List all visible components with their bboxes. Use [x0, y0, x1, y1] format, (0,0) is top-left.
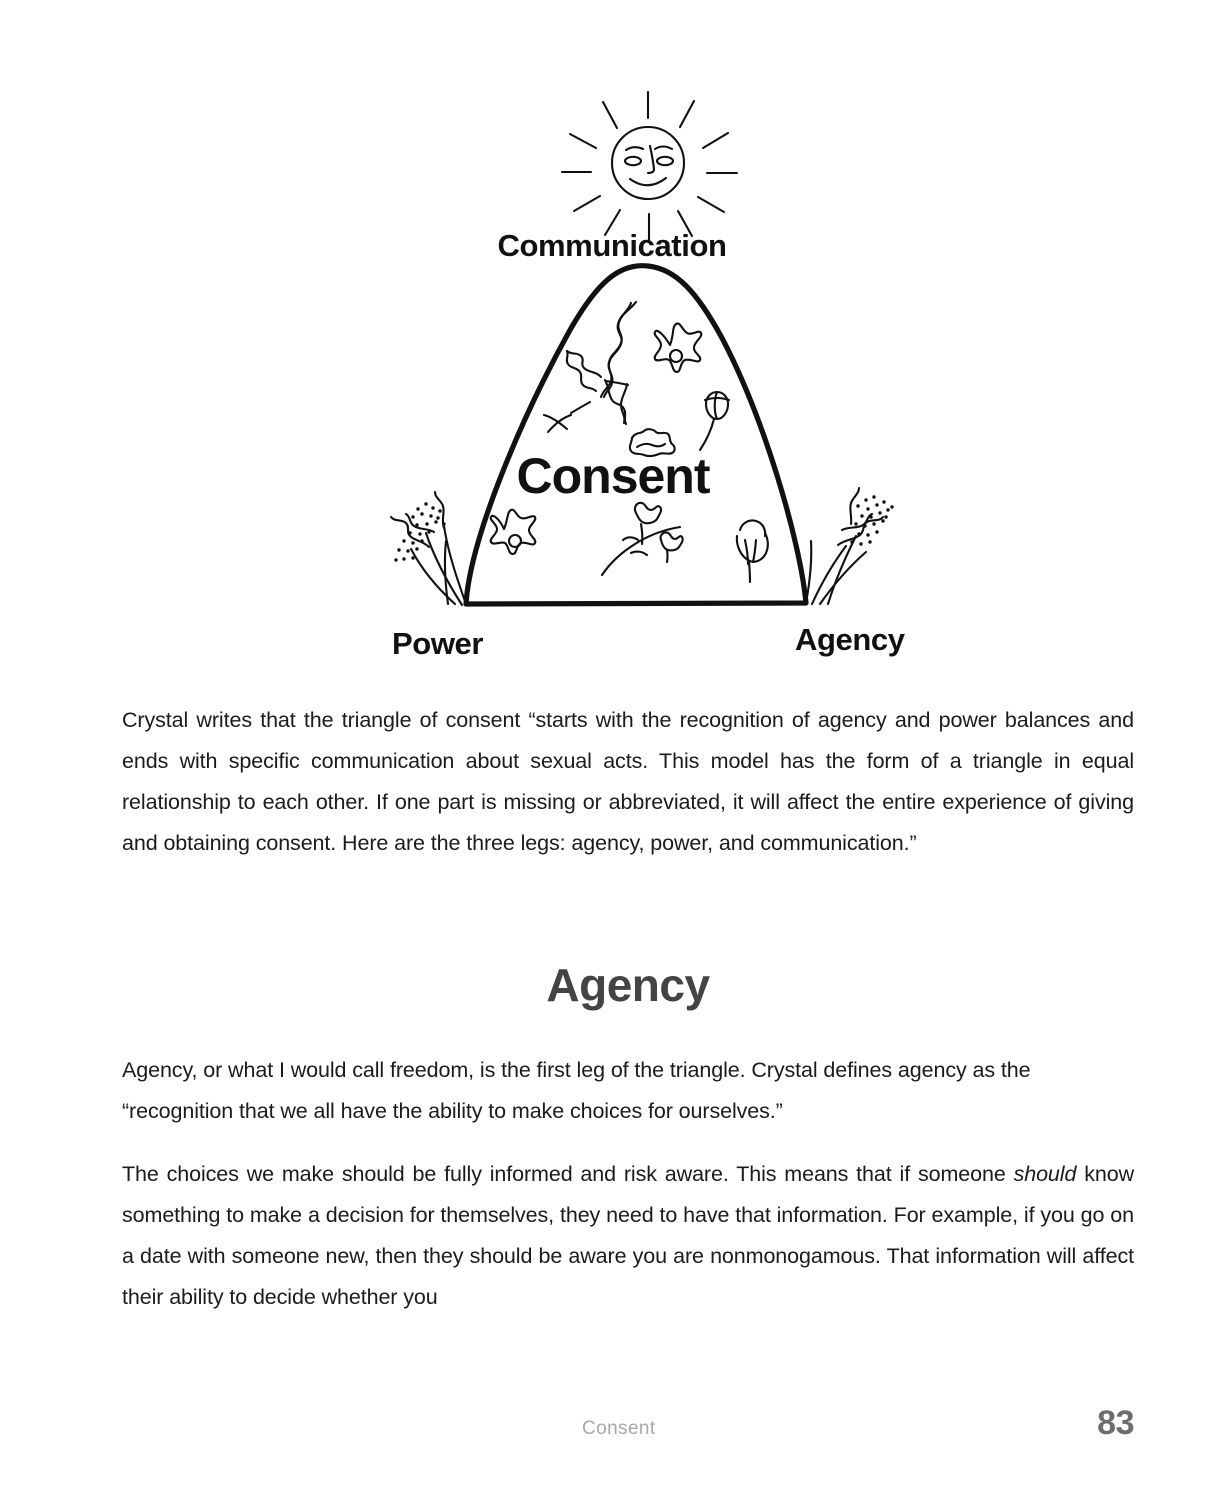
section-heading-agency: Agency [546, 959, 710, 1011]
paragraph-3-text-part-2: know something to make a decision for themselves, they need to have that information. For example, if you go on a date with someone new, then they should be aware you are nonmonogamous. That information will affect their ability to decide whether you [122, 1162, 1134, 1309]
paragraph-intro: Crystal writes that the triangle of consent “starts with the recognition of agency and power balances and ends with specific communication about sexual acts. This model has the form of a triangle in equal relationship to each other. If one part is missing or abbreviated, it will affect the entire experience of giving and obtaining consent. Here are the three legs: agency, power, and communication.” [122, 708, 1134, 855]
footer-chapter-title: Consent [582, 1418, 656, 1439]
sun-with-face-icon [562, 92, 737, 241]
communication-label-text: Communication [497, 228, 727, 263]
paragraph-informed-choices [122, 1154, 1134, 1318]
page-content [122, 700, 1134, 1318]
diagram-artwork [0, 0, 1216, 680]
bell-flower-doodle [737, 520, 768, 582]
daisy-flower-doodle-2 [491, 510, 536, 554]
diagram-label-agency: Agency [795, 622, 905, 657]
triangle-of-consent-diagram [0, 0, 1216, 680]
small-sprig-doodle [544, 402, 590, 432]
balloon-flower-doodle [700, 392, 729, 450]
spacer [122, 1012, 1134, 1050]
spacer [122, 864, 1134, 958]
seedhead-stipple-left [394, 502, 445, 561]
page-footer [122, 1404, 1134, 1452]
paragraph-3-emphasis: should [1013, 1162, 1077, 1186]
branch-with-buds-doodle [602, 503, 683, 575]
consent-label-text: Consent [516, 448, 710, 504]
paragraph-agency-definition: Agency, or what I would call freedom, is the first leg of the triangle. Crystal defines agency as the “recognition that we all have the ability to make choices for ourselves.” [122, 1058, 1031, 1123]
diagram-label-consent [0, 447, 1216, 505]
paragraph-3-text-part-1: The choices we make should be fully informed and risk aware. This means that if someone [122, 1162, 1014, 1186]
grass-tuft-left [391, 492, 466, 605]
footer-page-number: 83 [1097, 1404, 1134, 1442]
spacer [122, 1132, 1134, 1154]
diagram-label-power: Power [392, 626, 484, 661]
diagram-label-communication [0, 228, 1216, 264]
grass-tuft-right [806, 488, 894, 604]
daisy-flower-doodle [655, 323, 702, 372]
